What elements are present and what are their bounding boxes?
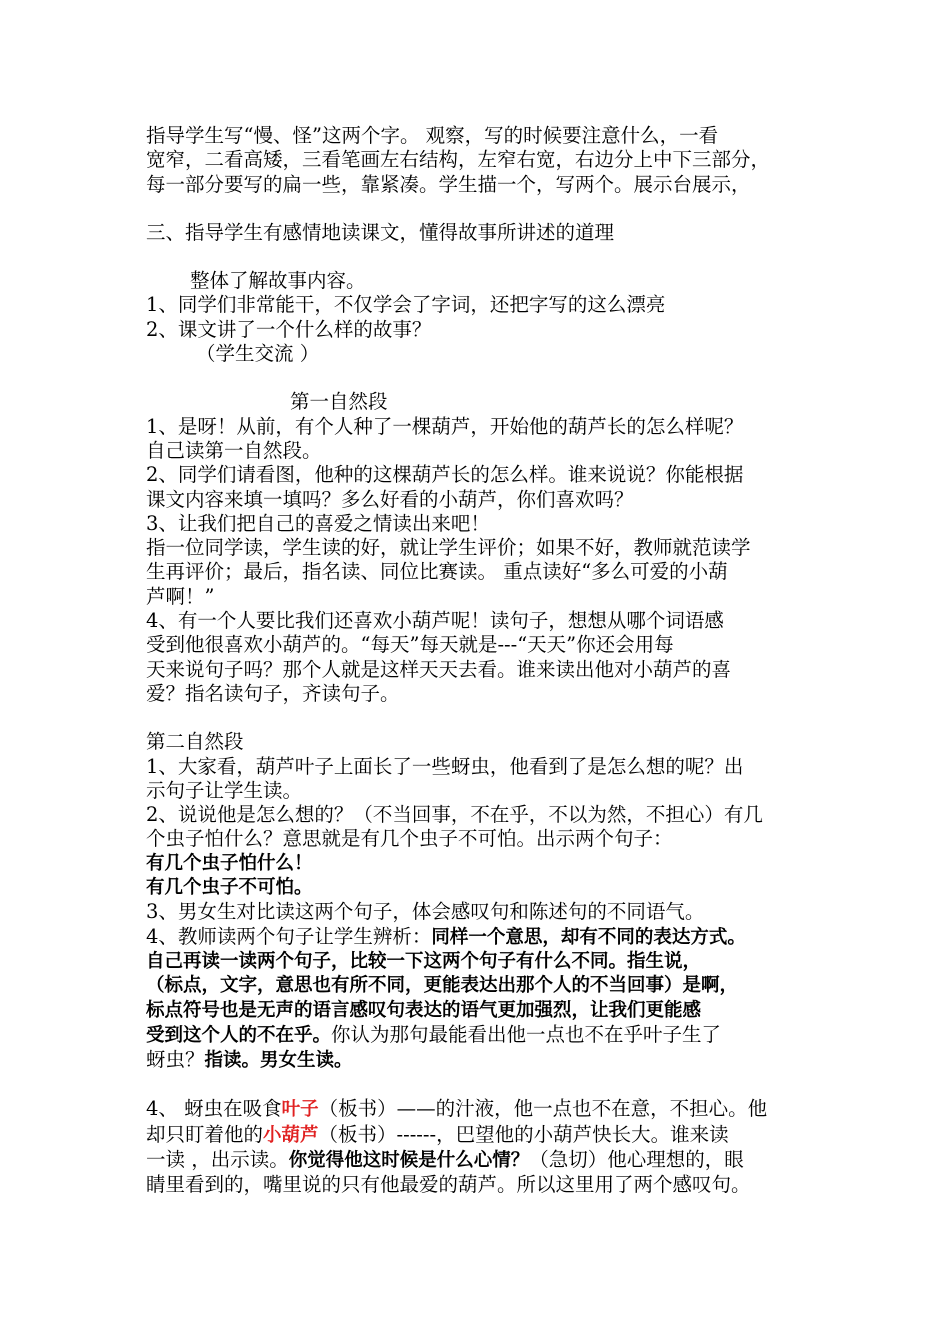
text-line: 课文内容来填一填吗？多么好看的小葫芦，你们喜欢吗？: [146, 487, 634, 511]
overview-heading: 整体了解故事内容。: [190, 269, 366, 293]
text-line: [146, 1048, 821, 1073]
text-line: 1、大家看，葫芦叶子上面长了一些蚜虫，他看到了是怎么想的呢？出: [146, 754, 744, 778]
note-line: （学生交流 ）: [196, 342, 320, 366]
text-span: 4、 蚜虫在吸食: [146, 1097, 282, 1121]
text-line: 3、男女生对比读这两个句子，体会感叹句和陈述句的不同语气。: [146, 900, 705, 924]
text-line: 示句子让学生读。: [146, 778, 303, 802]
text-span: （板书）------，巴望他的小葫芦快长大。谁来读: [318, 1122, 729, 1146]
text-span: 蚜虫？: [146, 1048, 205, 1072]
text-line: 芦啊！”: [146, 584, 215, 608]
text-span: 4、教师读两个句子让学生辨析：: [146, 924, 432, 948]
bold-span: 指读。男女生读。: [204, 1050, 353, 1072]
text-line: 生再评价；最后，指名读、同位比赛读。 重点读好“多么可爱的小葫: [146, 560, 728, 584]
text-line: [146, 925, 821, 950]
paragraph-heading: 第二自然段: [146, 730, 244, 754]
text-line: 自己读第一自然段。: [146, 438, 322, 462]
text-line: 3、让我们把自己的喜爱之情读出来吧！: [146, 511, 490, 535]
text-line: 天来说句子吗？那个人就是这样天天去看。谁来读出他对小葫芦的喜: [146, 657, 732, 681]
example-sentence: 有几个虫子怕什么！: [146, 852, 313, 874]
text-span: 你认为那句最能看出他一点也不在乎叶子生了: [331, 1022, 722, 1046]
text-line: 1、同学们非常能干，不仅学会了字词，还把字写的这么漂亮: [146, 293, 666, 317]
highlight-word: 小葫芦: [263, 1124, 319, 1146]
text-line: 4、有一个人要比我们还喜欢小葫芦呢！读句子，想想从哪个词语感: [146, 609, 724, 633]
text-line: 宽窄，二看高矮，三看笔画左右结构，左窄右宽，右边分上中下三部分，: [146, 148, 771, 172]
text-line: 2、同学们请看图，他种的这棵葫芦长的怎么样。谁来说说？你能根据: [146, 463, 744, 487]
text-span: 却只盯着他的: [146, 1122, 264, 1146]
text-line: 1、是呀！从前，有个人种了一棵葫芦，开始他的葫芦长的怎么样呢？: [146, 414, 744, 438]
highlight-word: 叶子: [281, 1099, 319, 1121]
text-line: 指一位同学读，学生读的好，就让学生评价；如果不好，教师就范读学: [146, 536, 751, 560]
text-line: [146, 1023, 821, 1048]
text-line: 爱？指名读句子，齐读句子。: [146, 681, 400, 705]
text-line: （标点，文字，意思也有所不同，更能表达出那个人的不当回事）是啊，: [146, 975, 739, 997]
bold-span: 你觉得他这时候是什么心情？: [288, 1149, 530, 1171]
text-line: 标点符号也是无声的语言感叹句表达的语气更加强烈，让我们更能感: [146, 999, 702, 1021]
text-line: 自己再读一读两个句子，比较一下这两个句子有什么不同。指生说，: [146, 950, 702, 972]
text-line: 受到他很喜欢小葫芦的。“每天”每天就是---“天天”你还会用每: [146, 633, 674, 657]
text-line: [146, 1123, 821, 1148]
text-line: 个虫子怕什么？意思就是有几个虫子不可怕。出示两个句子：: [146, 827, 673, 851]
text-line: 睛里看到的，嘴里说的只有他最爱的葫芦。所以这里用了两个感叹句。: [146, 1173, 751, 1197]
example-sentence: 有几个虫子不可怕。: [146, 877, 313, 899]
text-span: （板书）——的汁液，他一点也不在意，不担心。他: [318, 1097, 768, 1121]
text-span: 一读 ，出示读。: [146, 1147, 289, 1171]
text-span: （急切）他心理想的，眼: [529, 1147, 744, 1171]
text-line: [146, 1097, 821, 1122]
text-line: 每一部分要写的扁一些，靠紧凑。学生描一个，写两个。展示台展示，: [146, 172, 751, 196]
text-line: 2、说说他是怎么想的？（不当回事，不在乎，不以为然，不担心）有几: [146, 803, 763, 827]
bold-span: 受到这个人的不在乎。: [146, 1024, 332, 1046]
text-line: 指导学生写“慢、怪”这两个字。 观察，写的时候要注意什么，一看: [146, 124, 719, 147]
paragraph-heading: 第一自然段: [290, 390, 388, 414]
section-title: 三、指导学生有感情地读课文，懂得故事所讲述的道理: [146, 220, 615, 244]
document-page: [146, 124, 821, 1198]
text-line: [146, 1148, 821, 1173]
bold-span: 同样一个意思，却有不同的表达方式。: [431, 926, 746, 948]
text-line: 2、课文讲了一个什么样的故事？: [146, 317, 432, 341]
